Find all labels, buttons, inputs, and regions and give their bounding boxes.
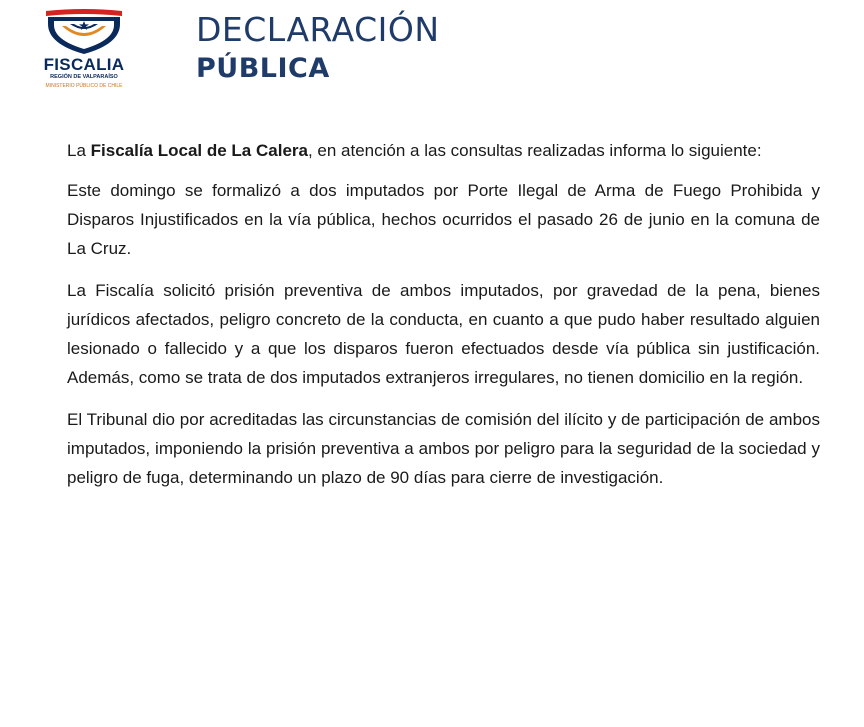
logo-name: FISCALIA (43, 55, 125, 74)
logo-ministry: MINISTERIO PÚBLICO DE CHILE (45, 83, 123, 89)
intro-text-after: , en atención a las consultas realizadas informa lo siguiente: (307, 141, 762, 160)
logo-region: REGIÓN DE VALPARAÍSO (50, 74, 118, 80)
fiscalia-logo (26, 8, 142, 90)
fiscalia-emblem-icon (26, 8, 142, 58)
document-body (67, 136, 820, 505)
paragraph-prison-request: La Fiscalía solicitó prisión preventiva de ambos imputados, por gravedad de la pena, bienes jurídicos afectados, peligro concreto de la conducta, en cuanto a que pudo haber resultado alguien lesionado o fallecido y a que los disparos fueron efectuados desde vía pública sin justificación. Además, como se trata de dos imputados extranjeros irregulares, no tienen domicilio en la región. (67, 281, 820, 387)
intro-paragraph (67, 136, 820, 165)
paragraph-tribunal-decision: El Tribunal dio por acreditadas las circunstancias de comisión del ilícito y de participación de ambos imputados, imponiendo la prisión preventiva a ambos por peligro para la seguridad de la sociedad y peligro de fuga, determinando un plazo de 90 días para cierre de investigación. (67, 410, 820, 487)
document-header (0, 0, 864, 100)
paragraph-formalization: Este domingo se formalizó a dos imputados por Porte Ilegal de Arma de Fuego Prohibida y Disparos Injustificados en la vía pública, hechos ocurridos el pasado 26 de junio en la comuna de La Cruz. (67, 181, 820, 258)
intro-text-before: La (67, 141, 91, 160)
document-title-line2: PÚBLICA (196, 53, 330, 84)
intro-organization: Fiscalía Local de La Calera (90, 141, 308, 160)
document-title-line1: DECLARACIÓN (196, 10, 440, 49)
